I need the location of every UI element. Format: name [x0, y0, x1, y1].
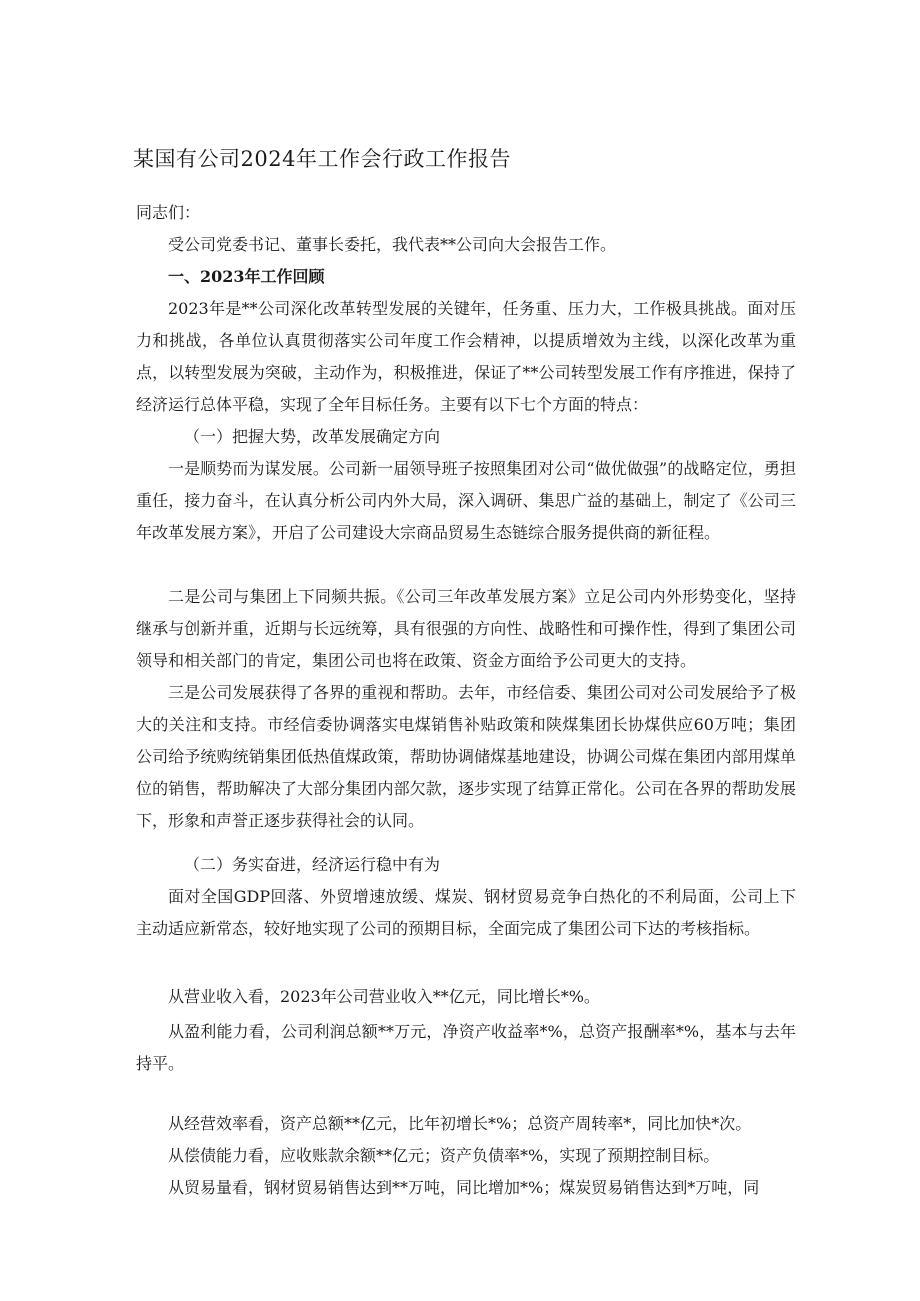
paragraph-sub1-point3: 三是公司发展获得了各界的重视和帮助。去年，市经信委、集团公司对公司发展给予了极大的关注和支持。市经信委协调落实电煤销售补贴政策和陕煤集团长协煤供应60万吨；集团公司给予统购统销集团低热值煤政策，帮助协调储煤基地建设，协调公司煤在集团内部用煤单位的销售，帮助解决了大部分集团内部欠款，逐步实现了结算正常化。公司在各界的帮助发展下，形象和声誉正逐步获得社会的认同。: [136, 683, 796, 830]
paragraph-efficiency: 从经营效率看，资产总额**亿元，比年初增长*%；总资产周转率*，同比加快*次。: [168, 1114, 752, 1133]
intro-paragraph: 受公司党委书记、董事长委托，我代表**公司向大会报告工作。: [168, 235, 617, 254]
paragraph-profit: 从盈利能力看，公司利润总额**万元，净资产收益率*%，总资产报酬率*%，基本与去年持平。: [136, 1022, 796, 1073]
paragraph-sub1-point1: 一是顺势而为谋发展。公司新一届领导班子按照集团对公司“做优做强”的战略定位，勇担重任，接力奋斗，在认真分析公司内外大局，深入调研、集思广益的基础上，制定了《公司三年改革发展方案》，开启了公司建设大宗商品贸易生态链综合服务提供商的新征程。: [136, 459, 796, 542]
paragraph-sub1-point2: 二是公司与集团上下同频共振。《公司三年改革发展方案》立足公司内外形势变化，坚持继承与创新并重，近期与长远统筹，具有很强的方向性、战略性和可操作性，得到了集团公司领导和相关部门的肯定，集团公司也将在政策、资金方面给予公司更大的支持。: [136, 587, 796, 670]
paragraph-revenue: 从营业收入看，2023年公司营业收入**亿元，同比增长*%。: [168, 987, 600, 1006]
section-heading-review: 一、2023年工作回顾: [168, 267, 325, 286]
review-paragraph: 2023年是**公司深化改革转型发展的关键年，任务重、压力大，工作极具挑战。面对压力和挑战，各单位认真贯彻落实公司年度工作会精神，以提质增效为主线，以深化改革为重点，以转型发展为突破，主动作为，积极推进，保证了**公司转型发展工作有序推进，保持了经济运行总体平稳，实现了全年目标任务。主要有以下七个方面的特点：: [136, 299, 796, 414]
subsection-heading-1: （一）把握大势，改革发展确定方向: [184, 427, 441, 446]
subsection-heading-2: （二）务实奋进，经济运行稳中有为: [184, 855, 441, 874]
salutation: 同志们：: [136, 203, 201, 222]
paragraph-solvency: 从偿债能力看，应收账款余额**亿元；资产负债率*%，实现了预期控制目标。: [168, 1146, 720, 1165]
paragraph-trade: 从贸易量看，钢材贸易销售达到**万吨，同比增加*%；煤炭贸易销售达到*万吨，同: [168, 1178, 760, 1197]
document-title: 某国有公司2024年工作会行政工作报告: [133, 147, 511, 171]
paragraph-sub2-intro: 面对全国GDP回落、外贸增速放缓、煤炭、钢材贸易竞争白热化的不利局面，公司上下主动适应新常态，较好地实现了公司的预期目标，全面完成了集团公司下达的考核指标。: [136, 887, 796, 938]
